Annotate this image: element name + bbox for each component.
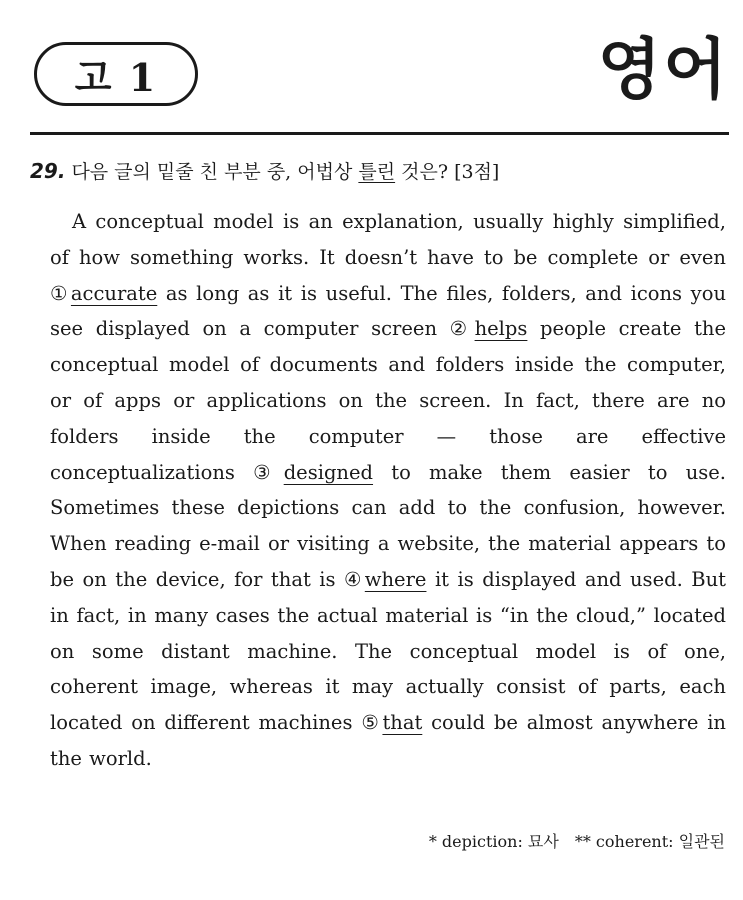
question-prompt-end: 것은? [3점] xyxy=(401,161,500,183)
footnote-depiction: * depiction: 묘사 xyxy=(428,832,559,851)
choice-1 xyxy=(50,282,157,305)
passage-text: as long as it is useful. The files, folders, and icons you see displayed on a computer screen xyxy=(50,281,726,341)
choice-4 xyxy=(344,568,426,591)
choice-2-underlined: helps xyxy=(474,317,528,341)
choice-1-number: ① xyxy=(50,281,69,305)
choice-5 xyxy=(361,711,422,734)
page-header xyxy=(0,0,743,140)
choice-2-number: ② xyxy=(449,317,473,341)
subject-title: 영어 xyxy=(597,31,729,108)
passage-text: people create the conceptual model of documents and folders inside the computer, or of apps or applications on the screen. In fact, there are no folders inside the computer — those are effective conceptualizations xyxy=(50,317,727,484)
choice-4-number: ④ xyxy=(344,567,363,591)
question-number: 29. xyxy=(30,159,66,183)
choice-2 xyxy=(450,317,528,340)
choice-3-number: ③ xyxy=(253,460,282,484)
choice-5-underlined: that xyxy=(382,711,423,735)
passage-text: it is displayed and used. But in fact, in many cases the actual material is “in the cloud,” located on some distant machine. The conceptual model is of one, coherent image, whereas it may actually consist of parts, each located on different machines xyxy=(50,567,727,735)
passage-text: A conceptual model is an explanation, usually highly simplified, of how something works. It doesn’t have to be complete or even xyxy=(50,210,726,269)
question-stem xyxy=(30,158,730,185)
passage-text: could be almost anywhere in the world. xyxy=(50,711,726,770)
choice-5-number: ⑤ xyxy=(361,711,381,735)
choice-4-underlined: where xyxy=(364,567,427,591)
grade-badge: 고 1 xyxy=(34,42,198,106)
question-prompt: 다음 글의 밑줄 친 부분 중, 어법상 xyxy=(71,161,353,183)
choice-3-underlined: designed xyxy=(283,460,374,484)
footnote-coherent: ** coherent: 일관된 xyxy=(574,832,725,851)
question-underlined-word: 틀린 xyxy=(358,161,396,183)
footnotes xyxy=(429,830,725,854)
reading-passage xyxy=(50,204,726,777)
header-divider xyxy=(30,132,729,135)
choice-3 xyxy=(253,461,373,484)
passage-text: to make them easier to use. Sometimes these depictions can add to the confusion, however. When reading e-mail or visiting a website, the material appears to be on the device, for that is xyxy=(50,460,727,591)
choice-1-underlined: accurate xyxy=(70,281,158,305)
